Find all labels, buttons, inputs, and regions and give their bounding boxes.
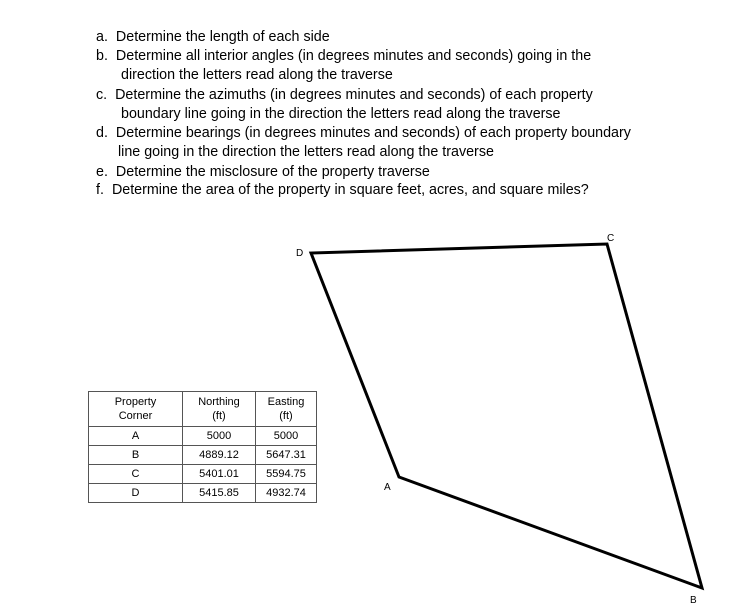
- header-property-corner: Property Corner: [89, 392, 183, 427]
- question-d-continuation: line going in the direction the letters read along the traverse: [118, 144, 494, 160]
- question-letter: d.: [96, 125, 108, 141]
- northing-cell: 5000: [183, 427, 256, 446]
- question-text: Determine the length of each side: [115, 29, 330, 45]
- header-northing: Northing (ft): [183, 392, 256, 427]
- corner-label-b: B: [690, 595, 697, 606]
- question-letter: b.: [96, 48, 108, 64]
- corner-label-d: D: [296, 248, 304, 259]
- corner-cell: A: [89, 427, 183, 446]
- easting-cell: 5000: [256, 427, 317, 446]
- easting-cell: 5594.75: [256, 465, 317, 484]
- northing-cell: 5401.01: [183, 465, 256, 484]
- question-letter: f.: [96, 182, 104, 198]
- corner-label-c: C: [607, 233, 615, 244]
- corner-cell: C: [89, 465, 183, 484]
- question-letter: c.: [96, 87, 108, 103]
- easting-cell: 4932.74: [256, 484, 317, 503]
- question-text: Determine all interior angles (in degrees minutes and seconds) going in the: [115, 48, 592, 64]
- corner-label-a: A: [384, 482, 391, 493]
- northing-cell: 4889.12: [183, 446, 256, 465]
- question-text: Determine the area of the property in square feet, acres, and square miles?: [111, 182, 589, 198]
- corner-cell: B: [89, 446, 183, 465]
- header-easting: Easting (ft): [256, 392, 317, 427]
- question-letter: e.: [96, 164, 108, 180]
- question-text: Determine bearings (in degrees minutes and seconds) of each property boundary: [115, 125, 631, 141]
- property-boundary: [311, 244, 702, 588]
- question-text: Determine the misclosure of the property traverse: [115, 164, 430, 180]
- northing-cell: 5415.85: [183, 484, 256, 503]
- question-c-continuation: boundary line going in the direction the letters read along the traverse: [121, 106, 561, 122]
- question-b-continuation: direction the letters read along the traverse: [121, 67, 393, 83]
- easting-cell: 5647.31: [256, 446, 317, 465]
- question-letter: a.: [96, 29, 108, 45]
- question-text: Determine the azimuths (in degrees minutes and seconds) of each property: [115, 87, 593, 103]
- corner-cell: D: [89, 484, 183, 503]
